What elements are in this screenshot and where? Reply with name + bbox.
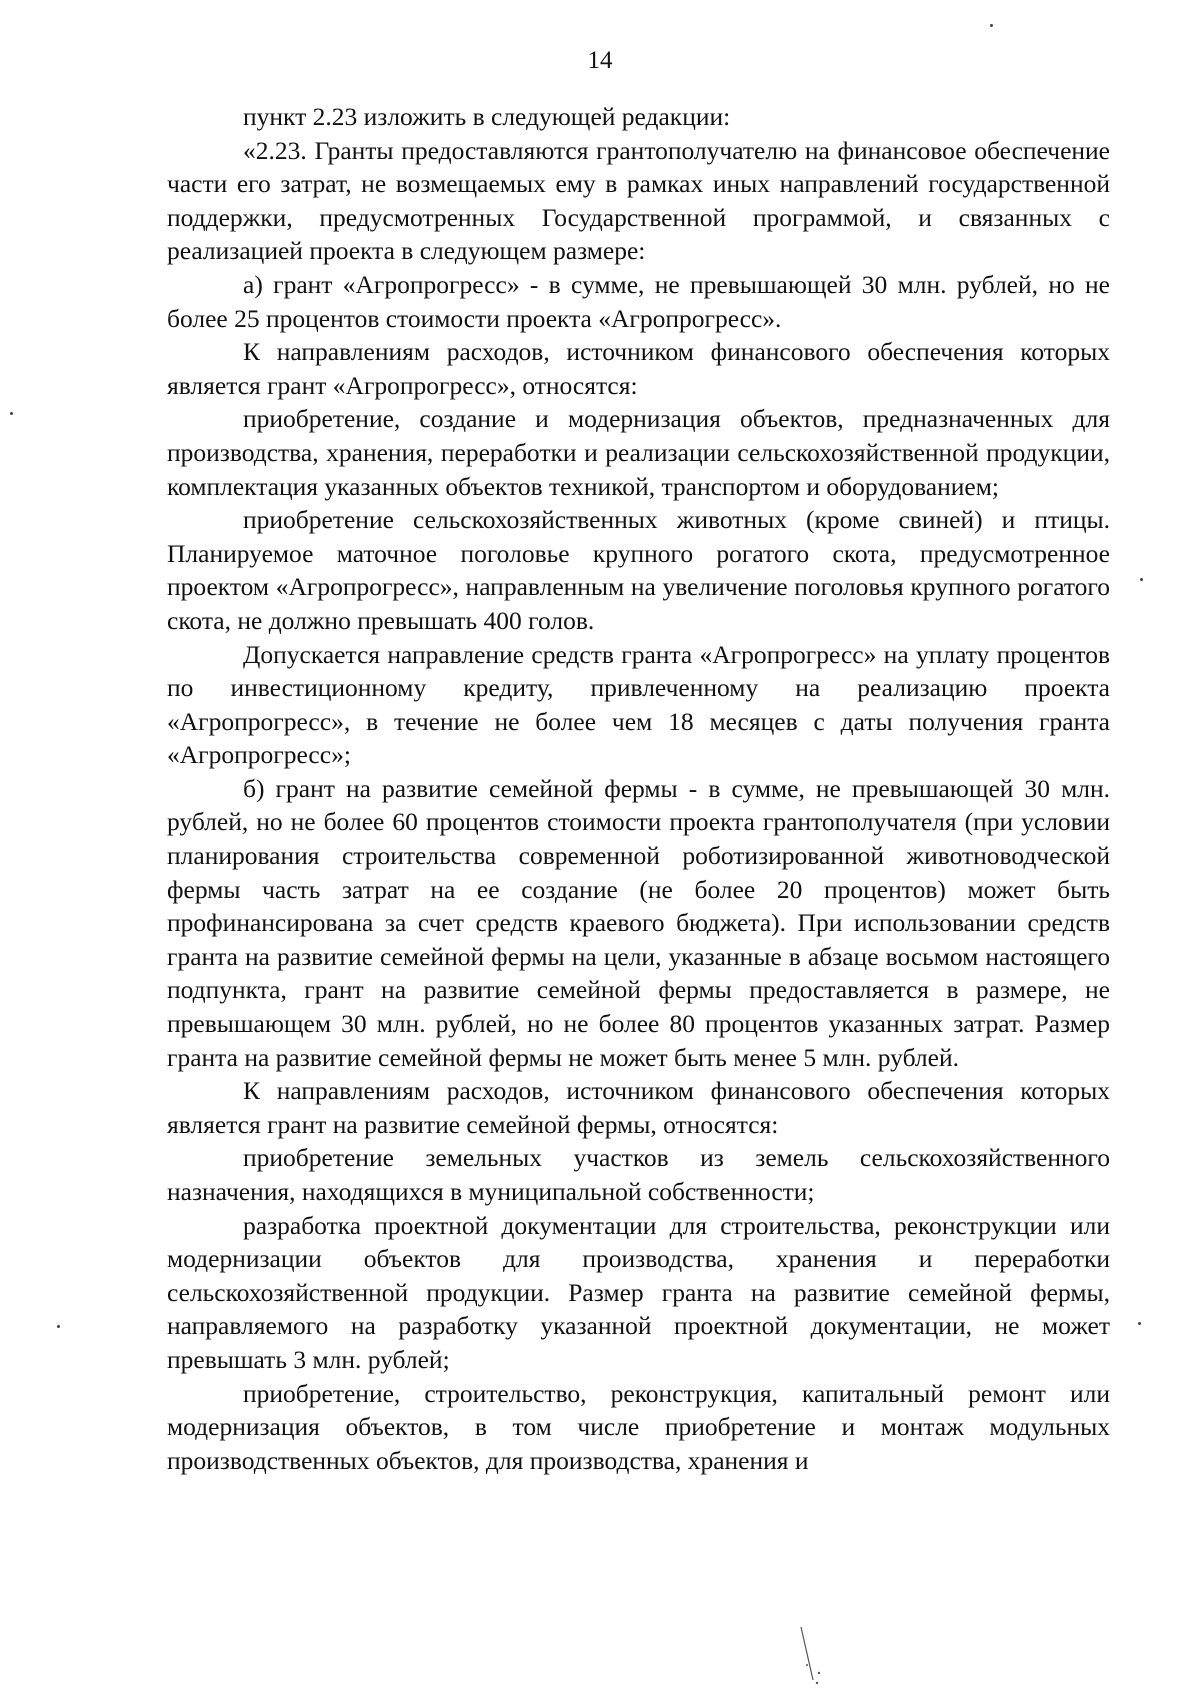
paragraph-expense-directions-b: К направлениям расходов, источником финансового обеспечения которых является грант на развитие семейной фермы, относятся: xyxy=(167,1076,1110,1139)
paragraph-land-acquisition: приобретение земельных участков из земель сельскохозяйственного назначения, находящихся в муниципальной собственности; xyxy=(167,1143,1110,1206)
paragraph-intro: пункт 2.23 изложить в следующей редакции: xyxy=(243,102,731,131)
page-number: 14 xyxy=(587,47,613,74)
scan-speck xyxy=(990,24,993,27)
paragraph-2-23: «2.23. Гранты предоставляются грантополучателю на финансовое обеспечение части его затрат, не возмещаемых ему в рамках иных направлений государственной поддержки, предусмотренных Государственной программой, и связанных с реализацией проекта в следующем размере: xyxy=(167,135,1110,266)
scan-speck xyxy=(10,412,13,415)
scan-marks xyxy=(795,1625,835,1690)
paragraph-acquisition-objects: приобретение, создание и модернизация объектов, предназначенных для производства, хранения, переработки и реализации сельскохозяйственной продукции, комплектация указанных объектов техникой, транспортом и оборудованием; xyxy=(167,404,1110,501)
document-body xyxy=(167,100,1110,1477)
scan-speck xyxy=(1138,1322,1141,1325)
paragraph-project-documentation: разработка проектной документации для строительства, реконструкции или модернизации объектов для производства, хранения и переработки сельскохозяйственной продукции. Размер гранта на развитие семейной фермы, направляемого на разработку указанной проектной документации, не может превышать 3 млн. рублей; xyxy=(167,1210,1110,1374)
scan-speck xyxy=(57,1325,60,1328)
scan-speck xyxy=(1140,578,1143,581)
paragraph-acquisition-animals: приобретение сельскохозяйственных животных (кроме свиней) и птицы. Планируемое маточное поголовье крупного рогатого скота, предусмотренное проектом «Агропрогресс», направленным на увеличение поголовья крупного рогатого скота, не должно превышать 400 голов. xyxy=(167,505,1110,635)
paragraph-grant-a: а) грант «Агропрогресс» - в сумме, не превышающей 30 млн. рублей, но не более 25 процентов стоимости проекта «Агропрогресс». xyxy=(167,269,1110,333)
paragraph-construction: приобретение, строительство, реконструкция, капитальный ремонт или модернизация объектов, в том числе приобретение и монтаж модульных производственных объектов, для производства, хранения и xyxy=(167,1378,1110,1475)
paragraph-grant-b: б) грант на развитие семейной фермы - в сумме, не превышающей 30 млн. рублей, но не более 60 процентов стоимости проекта грантополучателя (при условии планирования строительства современной роботизированной животноводческой фермы часть затрат на ее создание (не более 20 процентов) может быть профинансирована за счет средств краевого бюджета). При использовании средств гранта на развитие семейной фермы на цели, указанные в абзаце восьмом настоящего подпункта, грант на развитие семейной фермы предоставляется в размере, не превышающем 30 млн. рублей, но не более 80 процентов указанных затрат. Размер гранта на развитие семейной фермы не может быть менее 5 млн. рублей. xyxy=(167,773,1110,1072)
paragraph-interest-payment: Допускается направление средств гранта «Агропрогресс» на уплату процентов по инвестиционному кредиту, привлеченному на реализацию проекта «Агропрогресс», в течение не более чем 18 месяцев с даты получения гранта «Агропрогресс»; xyxy=(167,639,1110,770)
paragraph-expense-directions-a: К направлениям расходов, источником финансового обеспечения которых является грант «Агропрогресс», относятся: xyxy=(167,337,1110,400)
